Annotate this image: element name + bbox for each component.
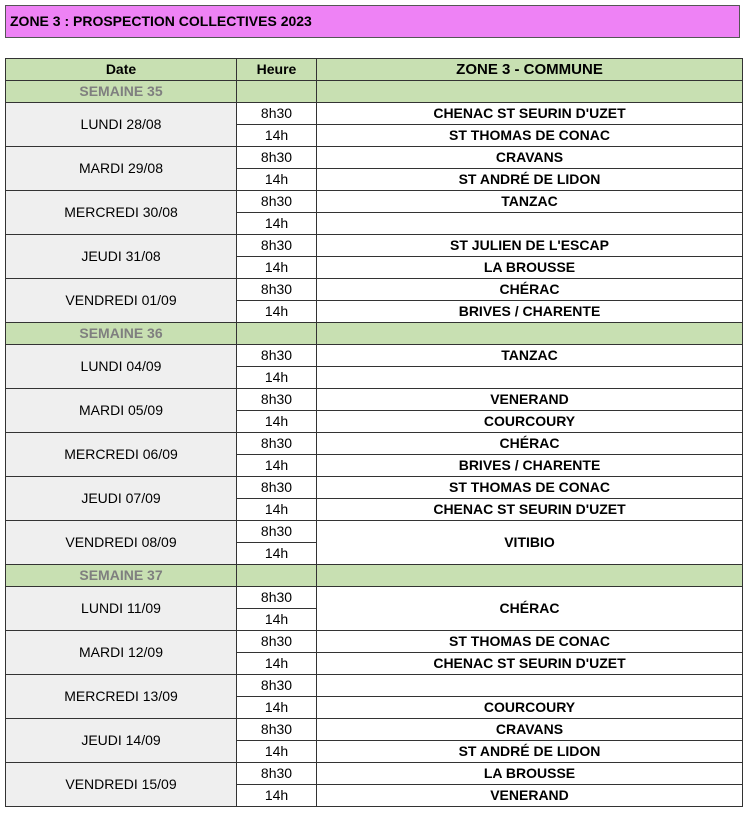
slot-commune: VITIBIO	[317, 521, 743, 565]
day-date: LUNDI 11/09	[6, 587, 237, 631]
day-date: MERCREDI 30/08	[6, 191, 237, 235]
header-row	[6, 59, 743, 81]
slot-commune: ST THOMAS DE CONAC	[317, 125, 743, 147]
slot-time: 8h30	[237, 345, 317, 367]
slot-commune: ST JULIEN DE L'ESCAP	[317, 235, 743, 257]
slot-commune: COURCOURY	[317, 697, 743, 719]
week-label: SEMAINE 37	[6, 565, 237, 587]
table-row	[6, 631, 743, 653]
slot-time: 8h30	[237, 521, 317, 543]
slot-commune: VENERAND	[317, 389, 743, 411]
slot-time: 14h	[237, 499, 317, 521]
slot-time: 8h30	[237, 631, 317, 653]
day-date: MARDI 12/09	[6, 631, 237, 675]
day-date: VENDREDI 15/09	[6, 763, 237, 807]
slot-commune	[317, 675, 743, 697]
slot-time: 14h	[237, 609, 317, 631]
slot-commune: CHÉRAC	[317, 433, 743, 455]
slot-time: 8h30	[237, 103, 317, 125]
slot-time: 14h	[237, 169, 317, 191]
table-row	[6, 675, 743, 697]
week-spacer	[237, 323, 317, 345]
week-row	[6, 323, 743, 345]
header-date: Date	[6, 59, 237, 81]
slot-commune: BRIVES / CHARENTE	[317, 301, 743, 323]
slot-time: 8h30	[237, 279, 317, 301]
table-row	[6, 279, 743, 301]
slot-commune	[317, 213, 743, 235]
day-date: MERCREDI 06/09	[6, 433, 237, 477]
table-row	[6, 389, 743, 411]
slot-time: 14h	[237, 257, 317, 279]
week-spacer	[237, 81, 317, 103]
table-row	[6, 191, 743, 213]
slot-commune	[317, 367, 743, 389]
slot-time: 8h30	[237, 191, 317, 213]
table-row	[6, 433, 743, 455]
slot-time: 8h30	[237, 763, 317, 785]
slot-time: 8h30	[237, 235, 317, 257]
slot-time: 14h	[237, 125, 317, 147]
week-row	[6, 81, 743, 103]
slot-commune: CHENAC ST SEURIN D'UZET	[317, 653, 743, 675]
week-spacer	[317, 565, 743, 587]
table-row	[6, 147, 743, 169]
slot-time: 14h	[237, 213, 317, 235]
slot-commune: CRAVANS	[317, 147, 743, 169]
slot-commune: COURCOURY	[317, 411, 743, 433]
slot-commune: ST ANDRÉ DE LIDON	[317, 169, 743, 191]
table-row	[6, 719, 743, 741]
day-date: JEUDI 07/09	[6, 477, 237, 521]
slot-time: 8h30	[237, 675, 317, 697]
week-spacer	[237, 565, 317, 587]
table-row	[6, 345, 743, 367]
slot-time: 14h	[237, 653, 317, 675]
slot-time: 14h	[237, 455, 317, 477]
slot-time: 8h30	[237, 587, 317, 609]
slot-commune: ST THOMAS DE CONAC	[317, 477, 743, 499]
slot-commune: LA BROUSSE	[317, 763, 743, 785]
slot-commune: LA BROUSSE	[317, 257, 743, 279]
slot-commune: CHÉRAC	[317, 587, 743, 631]
table-row	[6, 103, 743, 125]
slot-time: 14h	[237, 301, 317, 323]
schedule-table	[5, 58, 743, 807]
week-row	[6, 565, 743, 587]
slot-commune: VENERAND	[317, 785, 743, 807]
table-row	[6, 521, 743, 543]
day-date: MERCREDI 13/09	[6, 675, 237, 719]
slot-time: 8h30	[237, 147, 317, 169]
week-spacer	[317, 323, 743, 345]
slot-commune: TANZAC	[317, 191, 743, 213]
table-row	[6, 587, 743, 609]
slot-commune: TANZAC	[317, 345, 743, 367]
slot-commune: CHENAC ST SEURIN D'UZET	[317, 499, 743, 521]
header-heure: Heure	[237, 59, 317, 81]
slot-commune: ST ANDRÉ DE LIDON	[317, 741, 743, 763]
table-row	[6, 477, 743, 499]
slot-commune: BRIVES / CHARENTE	[317, 455, 743, 477]
slot-time: 8h30	[237, 389, 317, 411]
slot-time: 14h	[237, 785, 317, 807]
slot-time: 14h	[237, 741, 317, 763]
slot-time: 14h	[237, 543, 317, 565]
slot-time: 14h	[237, 411, 317, 433]
slot-commune: CHENAC ST SEURIN D'UZET	[317, 103, 743, 125]
schedule-body	[6, 59, 743, 807]
slot-time: 8h30	[237, 477, 317, 499]
slot-commune: CHÉRAC	[317, 279, 743, 301]
week-label: SEMAINE 35	[6, 81, 237, 103]
day-date: MARDI 29/08	[6, 147, 237, 191]
table-row	[6, 763, 743, 785]
table-row	[6, 235, 743, 257]
slot-time: 14h	[237, 697, 317, 719]
day-date: JEUDI 31/08	[6, 235, 237, 279]
page-title: ZONE 3 : PROSPECTION COLLECTIVES 2023	[5, 5, 740, 38]
slot-commune: ST THOMAS DE CONAC	[317, 631, 743, 653]
slot-time: 8h30	[237, 719, 317, 741]
day-date: VENDREDI 01/09	[6, 279, 237, 323]
day-date: VENDREDI 08/09	[6, 521, 237, 565]
week-label: SEMAINE 36	[6, 323, 237, 345]
day-date: MARDI 05/09	[6, 389, 237, 433]
header-commune: ZONE 3 - COMMUNE	[317, 59, 743, 81]
day-date: LUNDI 04/09	[6, 345, 237, 389]
week-spacer	[317, 81, 743, 103]
slot-time: 8h30	[237, 433, 317, 455]
slot-commune: CRAVANS	[317, 719, 743, 741]
day-date: LUNDI 28/08	[6, 103, 237, 147]
day-date: JEUDI 14/09	[6, 719, 237, 763]
slot-time: 14h	[237, 367, 317, 389]
